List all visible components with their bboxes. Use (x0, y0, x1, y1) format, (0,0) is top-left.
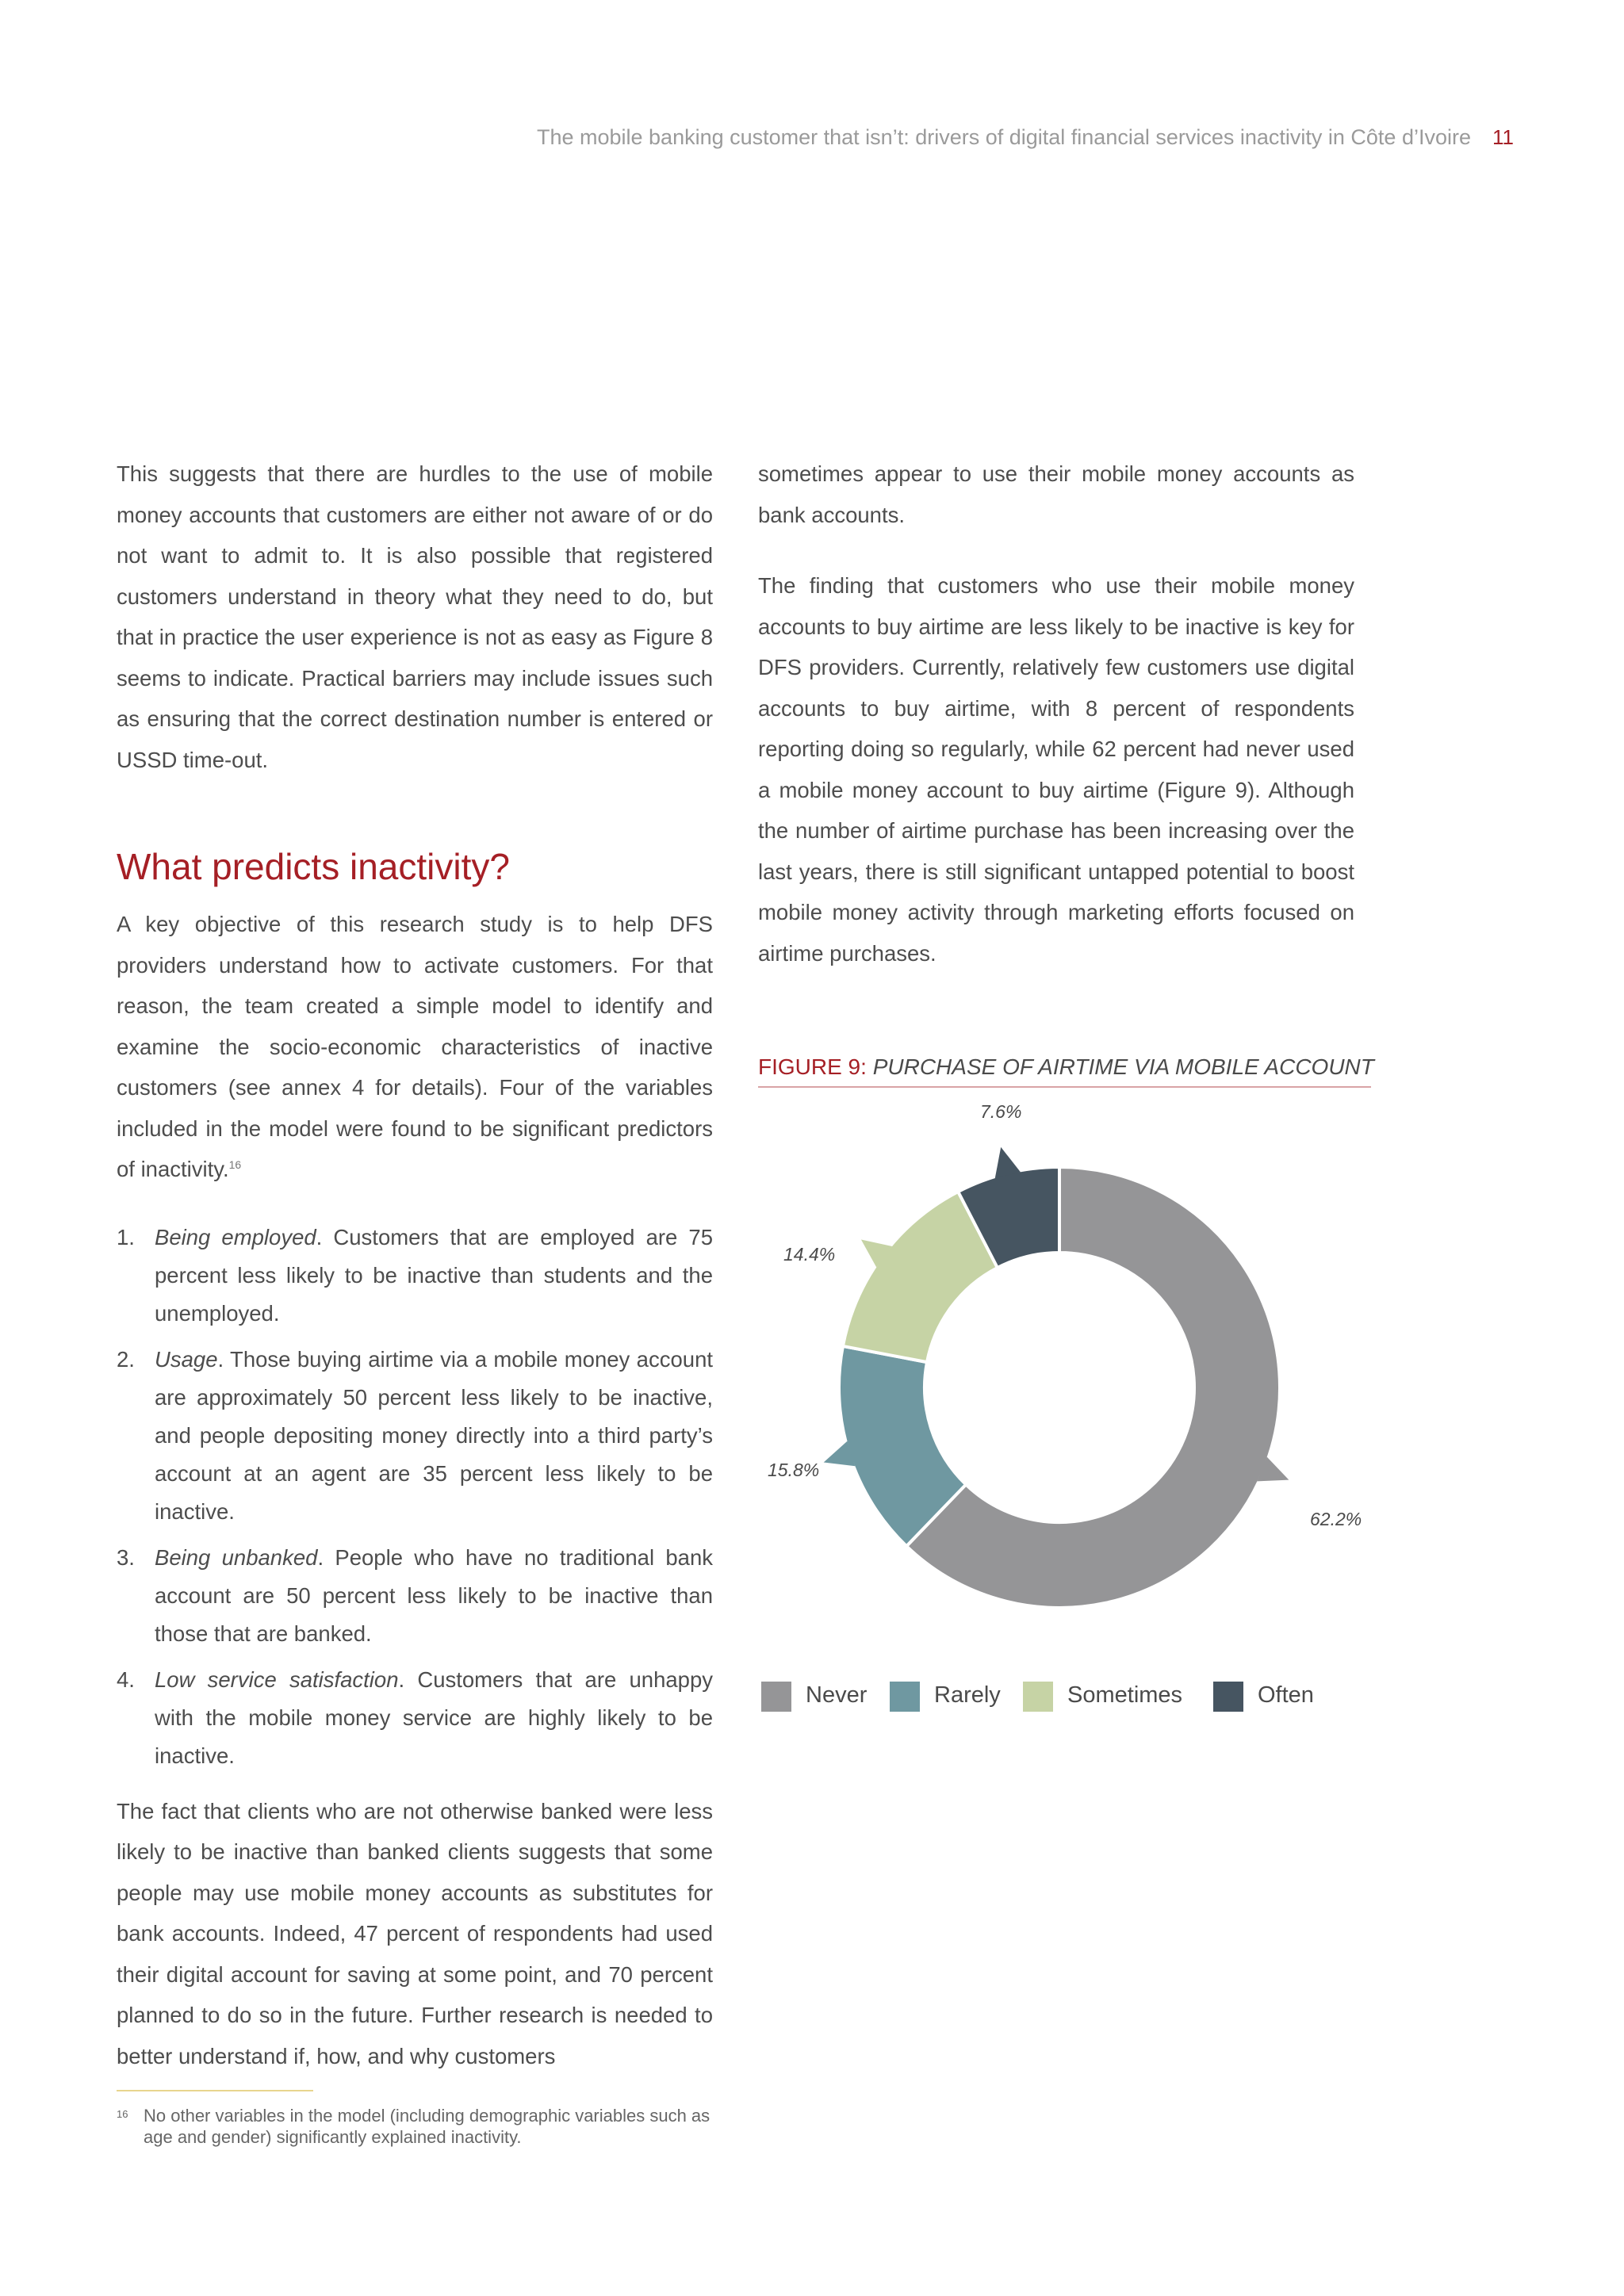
slice-label-rarely: 15.8% (768, 1460, 820, 1480)
slice-label-often: 7.6% (980, 1101, 1022, 1122)
list-item-term: Low service satisfaction (155, 1667, 399, 1692)
list-item-text: . Customers that are unhappy with the mobile money service are highly likely to be inactive. (155, 1667, 714, 1768)
list-item-text: . Customers that are employed are 75 percent less likely to be inactive than students and the unemployed. (155, 1224, 713, 1326)
list-item-number: 4. (117, 1667, 135, 1692)
figure-label: FIGURE 9: (758, 1054, 867, 1079)
footnote-rule (117, 2090, 313, 2091)
legend-label: Rarely (934, 1682, 1001, 1708)
list-item-term: Usage (155, 1346, 218, 1372)
right-paragraph-1: sometimes appear to use their mobile money accounts as bank accounts. (758, 461, 1354, 527)
list-item-number: 3. (117, 1544, 135, 1570)
figure-title: PURCHASE OF AIRTIME VIA MOBILE ACCOUNT (872, 1054, 1374, 1079)
list-item-text: . Those buying airtime via a mobile money account are approximately 50 percent less likely to be inactive, and people depositing money directly into a third party’s account at an agent are 35 percent less likely to be inactive. (155, 1346, 713, 1524)
legend-swatch (1023, 1682, 1053, 1712)
legend-label: Sometimes (1067, 1682, 1183, 1708)
left-paragraph-1: This suggests that there are hurdles to the use of mobile money accounts that customers are either not aware of or do not want to admit to. It is also possible that registered customers understand in theory what they need to do, but that in practice the user experience is not as easy as Figure 8 seems to indicate. Practical barriers may include issues such as ensuring that the correct destination number is entered or USSD time-out. (117, 461, 713, 772)
list-item-term: Being unbanked (155, 1544, 318, 1570)
running-title: The mobile banking customer that isn’t: drivers of digital financial services inactivity in Côte d’Ivoire (536, 125, 1471, 149)
slice-label-sometimes: 14.4% (783, 1244, 836, 1265)
section-heading: What predicts inactivity? (117, 846, 510, 887)
legend-swatch (1213, 1682, 1243, 1712)
footnote-mark: 16 (117, 2108, 128, 2120)
legend-label: Never (806, 1682, 868, 1708)
list-item-number: 2. (117, 1346, 135, 1372)
list-item-number: 1. (117, 1224, 135, 1249)
legend-swatch (761, 1682, 791, 1712)
footnote-text: No other variables in the model (including demographic variables such as age and gender) significantly explained inactivity. (144, 2106, 710, 2147)
list-item-term: Being employed (155, 1224, 316, 1249)
legend-swatch (890, 1682, 920, 1712)
slice-label-never: 62.2% (1310, 1509, 1362, 1529)
footnote-ref[interactable]: 16 (228, 1158, 242, 1171)
left-paragraph-2-text: A key objective of this research study is to help DFS providers understand how to activate customers. For that reason, the team created a simple model to identify and examine the socio-economic characteristics of inactive customers (see annex 4 for details). Four of the variables included in the model were found to be significant predictors of inactivity. (117, 912, 713, 1181)
page-number: 11 (1492, 125, 1514, 149)
list-item-text: . People who have no traditional bank account are 50 percent less likely to be inactive than those that are banked. (155, 1544, 713, 1646)
left-paragraph-3: The fact that clients who are not otherwise banked were less likely to be inactive than banked clients suggests that some people may use mobile money accounts as substitutes for bank accounts. Indeed, 47 percent of respondents had used their digital account for saving at some point, and 70 percent planned to do so in the future. Further research is needed to better understand if, how, and why customers (117, 1798, 713, 2068)
right-paragraph-2: The finding that customers who use their mobile money accounts to buy airtime are less likely to be inactive is key for DFS providers. Currently, relatively few customers use digital accounts to buy airtime, with 8 percent of respondents reporting doing so regularly, while 62 percent had never used a mobile money account to buy airtime (Figure 9). Although the number of airtime purchase has been increasing over the last years, there is still significant untapped potential to boost mobile money activity through marketing efforts focused on airtime purchases. (758, 573, 1354, 966)
legend-label: Often (1258, 1682, 1314, 1708)
footnote (117, 2105, 719, 2148)
